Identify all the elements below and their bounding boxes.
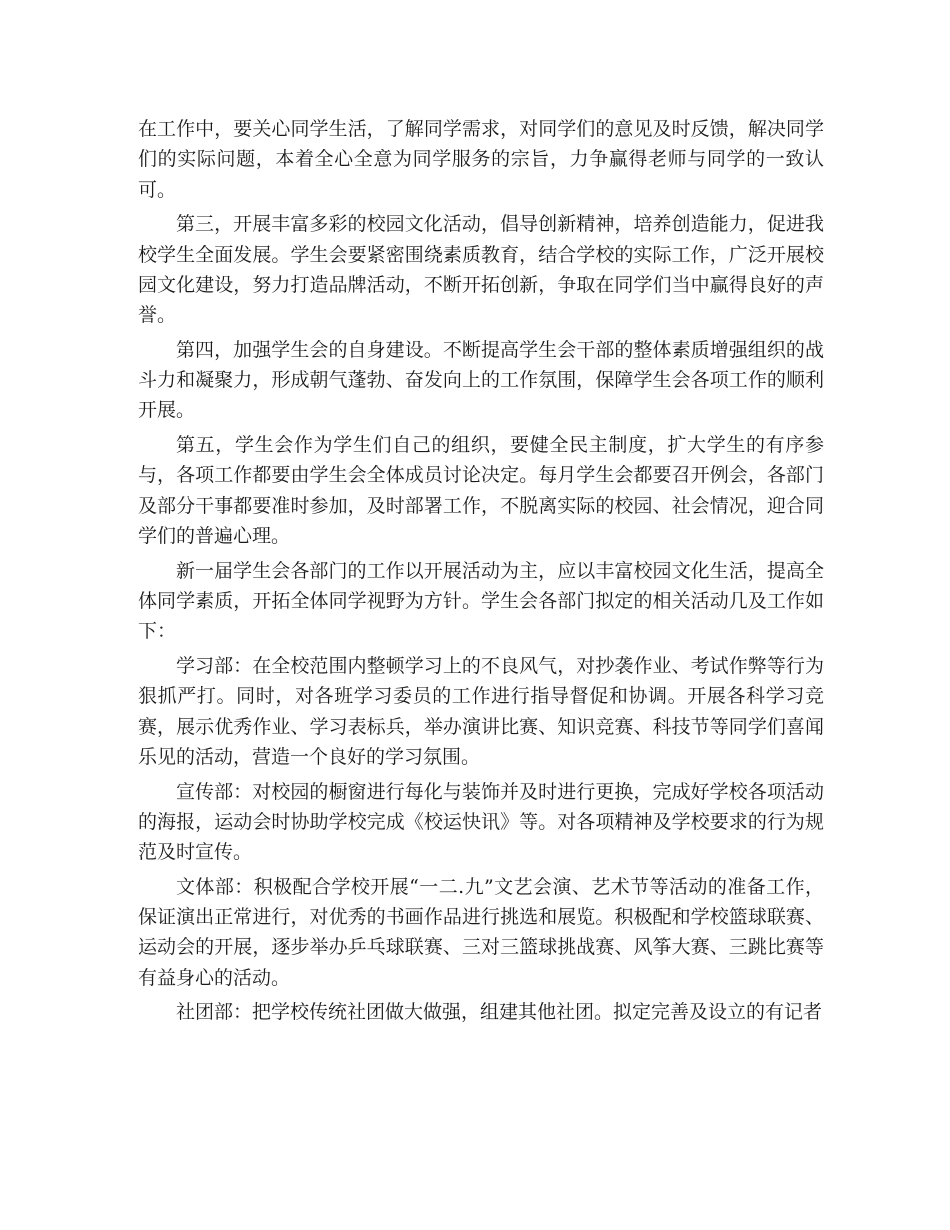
paragraph-arts-sports-department: 文体部：积极配合学校开展“一二.九”文艺会演、艺术节等活动的准备工作，保证演出正常进行，对优秀的书画作品进行挑选和展览。积极配和学校篮球联赛、运动会的开展，逐步举办乒乓球联赛、三对三篮球挑战赛、风筝大赛、三跳比赛等有益身心的活动。 [138, 875, 824, 989]
paragraph-study-department: 学习部：在全校范围内整顿学习上的不良风气，对抄袭作业、考试作弊等行为狠抓严打。同时，对各班学习委员的工作进行指导督促和协调。开展各科学习竞赛，展示优秀作业、学习表标兵，举办演讲比赛、知识竞赛、科技节等同学们喜闻乐见的活动，营造一个良好的学习氛围。 [138, 655, 824, 768]
paragraph-departments-intro: 新一届学生会各部门的工作以开展活动为主，应以丰富校园文化生活，提高全体同学素质，开拓全体同学视野为方针。学生会各部门拟定的相关活动几及工作如下： [138, 559, 824, 643]
paragraph-publicity-department: 宣传部：对校园的橱窗进行每化与装饰并及时进行更换，完成好学校各项活动的海报，运动会时协助学校完成《校运快讯》等。对各项精神及学校要求的行为规范及时宣传。 [138, 780, 824, 864]
paragraph-continuation: 在工作中，要关心同学生活，了解同学需求，对同学们的意见及时反馈，解决同学们的实际问题，本着全心全意为同学服务的宗旨，力争赢得老师与同学的一致认可。 [138, 118, 824, 201]
paragraph-clubs-department: 社团部：把学校传统社团做大做强，组建其他社团。拟定完善及设立的有记者 [176, 1001, 823, 1024]
paragraph-third-point: 第三，开展丰富多彩的校园文化活动，倡导创新精神，培养创造能力，促进我校学生全面发展。学生会要紧密围绕素质教育，结合学校的实际工作，广泛开展校园文化建设，努力打造品牌活动，不断开拓创新，争取在同学们当中赢得良好的声誉。 [138, 213, 824, 327]
body-text [138, 114, 824, 1032]
paragraph-fourth-point: 第四，加强学生会的自身建设。不断提高学生会干部的整体素质增强组织的战斗力和凝聚力，形成朝气蓬勃、奋发向上的工作氛围，保障学生会各项工作的顺利开展。 [138, 338, 824, 422]
paragraph-fifth-point: 第五，学生会作为学生们自己的组织，要健全民主制度，扩大学生的有序参与，各项工作都要由学生会全体成员讨论决定。每月学生会都要召开例会，各部门及部分干事都要准时参加，及时部署工作，不脱离实际的校园、社会情况，迎合同学们的普遍心理。 [138, 434, 824, 548]
